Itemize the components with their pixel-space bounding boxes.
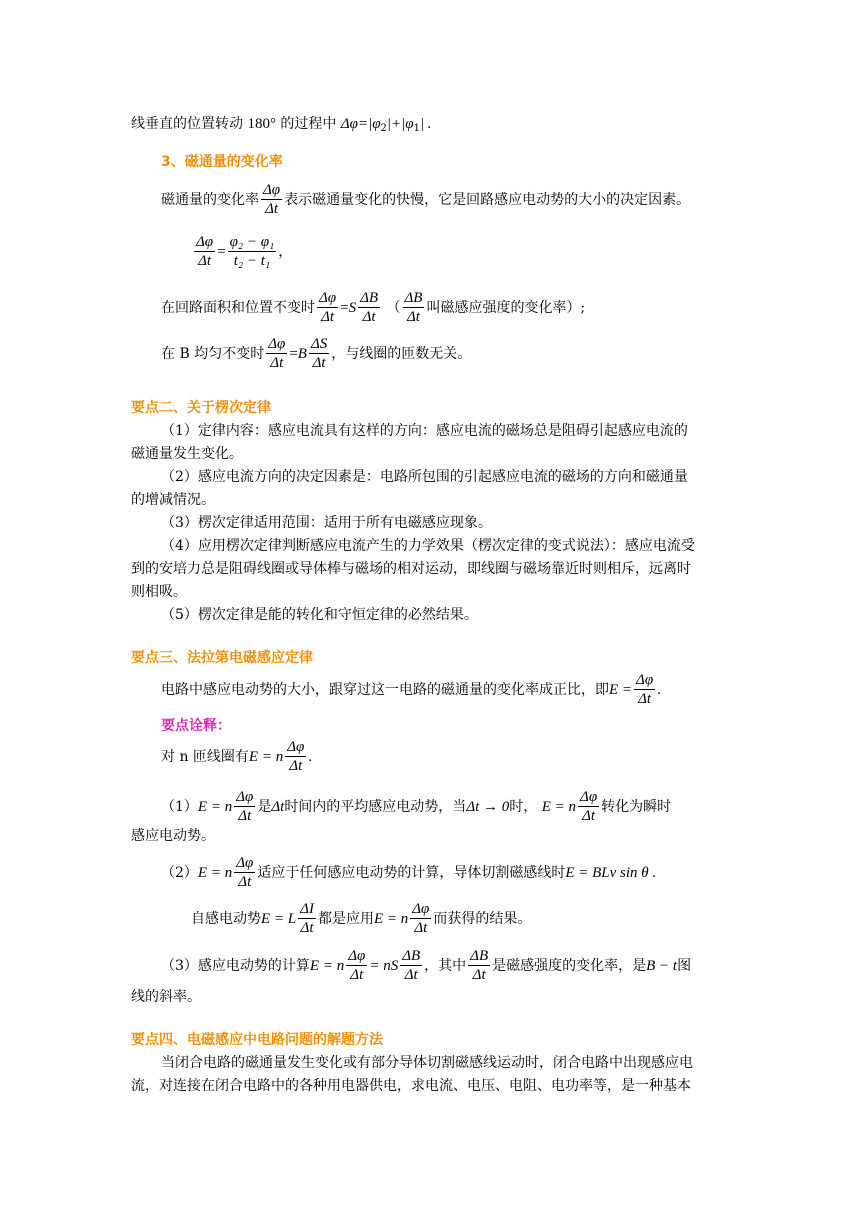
- text: 磁通量的变化率: [161, 192, 259, 208]
- fraction: [309, 335, 329, 372]
- denominator: Δt: [285, 756, 306, 775]
- text-line: [161, 334, 471, 374]
- text: 是: [257, 799, 272, 815]
- text: 自感电动势: [191, 911, 261, 927]
- numerator: Δφ: [236, 788, 254, 805]
- text: 是磁感强度的变化率，是: [492, 958, 647, 974]
- formula: E = L: [261, 911, 297, 927]
- section-heading: 要点三、法拉第电磁感应定律: [131, 650, 313, 666]
- text-line: [161, 288, 585, 328]
- text-line: [131, 114, 432, 139]
- text: （3）感应电动势的计算: [161, 958, 310, 974]
- paragraph-line: 磁通量发生变化。: [131, 446, 243, 462]
- formula: E =: [609, 682, 633, 698]
- equals: =: [217, 244, 226, 260]
- text: 时间内的平均感应电动势，当: [284, 799, 467, 815]
- fraction: [410, 900, 431, 937]
- formula: E = n: [248, 749, 284, 765]
- formula: B − t: [646, 958, 678, 974]
- text-line: [161, 737, 312, 777]
- text-line: [161, 946, 691, 986]
- section-heading: 3、磁通量的变化率: [161, 154, 283, 170]
- equals: =: [289, 346, 298, 362]
- fraction: [285, 738, 306, 775]
- text-line: [161, 853, 656, 893]
- text-line: [161, 180, 690, 220]
- text: 电路中感应电动势的大小，跟穿过这一电路的磁通量的变化率成正比，即: [161, 682, 609, 698]
- formula: E = n: [541, 799, 577, 815]
- fraction: [634, 671, 655, 708]
- section-heading: 要点四、电磁感应中电路问题的解题方法: [131, 1032, 383, 1048]
- note-heading: 要点诠释：: [161, 718, 231, 734]
- section-heading: 要点二、关于楞次定律: [131, 400, 271, 416]
- paragraph-line: 到的安培力总是阻碍线圈或导体棒与磁场的相对运动，即线圈与磁场靠近时则相斥，远离时: [131, 561, 691, 577]
- text: 在 B 均匀不变时: [161, 346, 265, 362]
- numerator: Δφ: [636, 671, 654, 688]
- numerator: ΔB: [404, 289, 423, 306]
- denominator: Δt: [403, 307, 425, 326]
- fraction: [228, 233, 277, 270]
- numerator: ΔB: [360, 289, 379, 306]
- formula: |+|φ: [386, 116, 414, 132]
- paragraph-line: （5）楞次定律是能的转化和守恒定律的必然结果。: [161, 607, 478, 623]
- numerator: ΔS: [310, 335, 328, 352]
- text: ，: [278, 244, 293, 260]
- fraction: [266, 335, 287, 372]
- paragraph-line: 流，对连接在闭合电路中的各种用电器供电，求电流、电压、电阻、电功率等，是一种基本: [131, 1078, 691, 1094]
- formula: | .: [419, 116, 432, 132]
- fraction: [403, 289, 425, 326]
- paragraph-line: （2）感应电流方向的决定因素是：电路所包围的引起感应电流的磁场的方向和磁通量: [161, 469, 688, 485]
- denominator: t₂ − t₁: [228, 251, 277, 270]
- paragraph-line: 的增减情况。: [131, 492, 215, 508]
- fraction: [261, 181, 282, 218]
- denominator: Δt: [266, 353, 287, 372]
- numerator: ΔB: [402, 947, 421, 964]
- formula: E = BLv sin θ .: [565, 865, 657, 881]
- fraction: [194, 233, 215, 270]
- fraction: [298, 900, 316, 937]
- denominator: Δt: [578, 806, 599, 825]
- formula: = nS: [369, 958, 399, 974]
- text: 对 n 匝线圈有: [161, 749, 249, 765]
- fraction: [358, 289, 380, 326]
- fraction: [346, 947, 367, 984]
- text: 转化为瞬时: [601, 799, 672, 815]
- numerator: Δφ: [319, 289, 337, 306]
- paragraph-line: 则相吸。: [131, 584, 187, 600]
- denominator: Δt: [634, 689, 655, 708]
- numerator: Δφ: [287, 738, 305, 755]
- denominator: Δt: [346, 965, 367, 984]
- formula: E = n: [197, 799, 233, 815]
- text-line: [161, 670, 661, 710]
- numerator: Δφ: [236, 854, 254, 871]
- text: 图: [677, 958, 692, 974]
- formula: E = n: [373, 911, 409, 927]
- angle: 180°: [247, 116, 276, 132]
- text: 叫磁感应强度的变化率）;: [426, 300, 586, 316]
- fraction: [234, 854, 255, 891]
- denominator: Δt: [194, 251, 215, 270]
- numerator: Δφ: [196, 233, 214, 250]
- fraction: [400, 947, 422, 984]
- text: 时，: [509, 799, 538, 815]
- formula: Δφ=|φ: [340, 116, 381, 132]
- fraction: [468, 947, 490, 984]
- denominator: Δt: [261, 199, 282, 218]
- numerator: ΔI: [300, 900, 314, 917]
- text: 都是应用: [317, 911, 374, 927]
- denominator: Δt: [234, 806, 255, 825]
- numerator: Δφ: [268, 335, 286, 352]
- formula: E = n: [197, 865, 233, 881]
- text: 在回路面积和位置不变时: [161, 300, 315, 316]
- subscript: 2: [380, 123, 387, 134]
- text: （2）: [161, 865, 198, 881]
- denominator: Δt: [410, 918, 431, 937]
- denominator: Δt: [468, 965, 490, 984]
- numerator: Δφ: [348, 947, 366, 964]
- denominator: Δt: [317, 307, 338, 326]
- text: 而获得的结果。: [433, 911, 532, 927]
- paragraph-line: （3）楞次定律适用范围：适用于所有电磁感应现象。: [161, 515, 492, 531]
- formula: Δt: [271, 799, 285, 815]
- equation-line: [192, 232, 292, 272]
- paragraph-line: 线的斜率。: [131, 989, 201, 1005]
- text: 线垂直的位置转动: [131, 116, 243, 132]
- text-line: [191, 899, 531, 939]
- numerator: Δφ: [412, 900, 430, 917]
- text: （: [386, 300, 401, 316]
- paragraph-line: 当闭合电路的磁通量发生变化或有部分导体切割磁感线运动时，闭合电路中出现感应电: [161, 1055, 693, 1071]
- paragraph-line: （1）定律内容：感应电流具有这样的方向：感应电流的磁场总是阻碍引起感应电流的: [161, 423, 688, 439]
- denominator: Δt: [234, 872, 255, 891]
- numerator: Δφ: [263, 181, 281, 198]
- denominator: Δt: [309, 353, 329, 372]
- var: B: [297, 346, 307, 362]
- text: 表示磁通量变化的快慢，它是回路感应电动势的大小的决定因素。: [284, 192, 691, 208]
- equals: =: [340, 300, 349, 316]
- text: 适应于任何感应电动势的计算，导体切割磁感线时: [257, 865, 566, 881]
- formula: E = n: [309, 958, 345, 974]
- denominator: Δt: [400, 965, 422, 984]
- fraction: [317, 289, 338, 326]
- formula: Δt → 0: [466, 799, 510, 815]
- numerator: ΔB: [470, 947, 489, 964]
- paragraph-line: （4）应用楞次定律判断感应电流产生的力学效果（楞次定律的变式说法）：感应电流受: [161, 538, 695, 554]
- numerator: Δφ: [580, 788, 598, 805]
- text: 的过程中: [280, 116, 337, 132]
- text-line: [161, 787, 671, 827]
- period: .: [657, 682, 661, 698]
- paragraph-line: 感应电动势。: [131, 828, 215, 844]
- denominator: Δt: [358, 307, 380, 326]
- period: .: [308, 749, 313, 765]
- var: S: [348, 300, 357, 316]
- fraction: [578, 788, 599, 825]
- denominator: Δt: [298, 918, 316, 937]
- subscript: 1: [413, 123, 420, 134]
- text: ，其中: [424, 958, 467, 974]
- text: ，与线圈的匝数无关。: [331, 346, 472, 362]
- fraction: [234, 788, 255, 825]
- text: （1）: [161, 799, 198, 815]
- numerator: φ₂ − φ₁: [229, 233, 275, 250]
